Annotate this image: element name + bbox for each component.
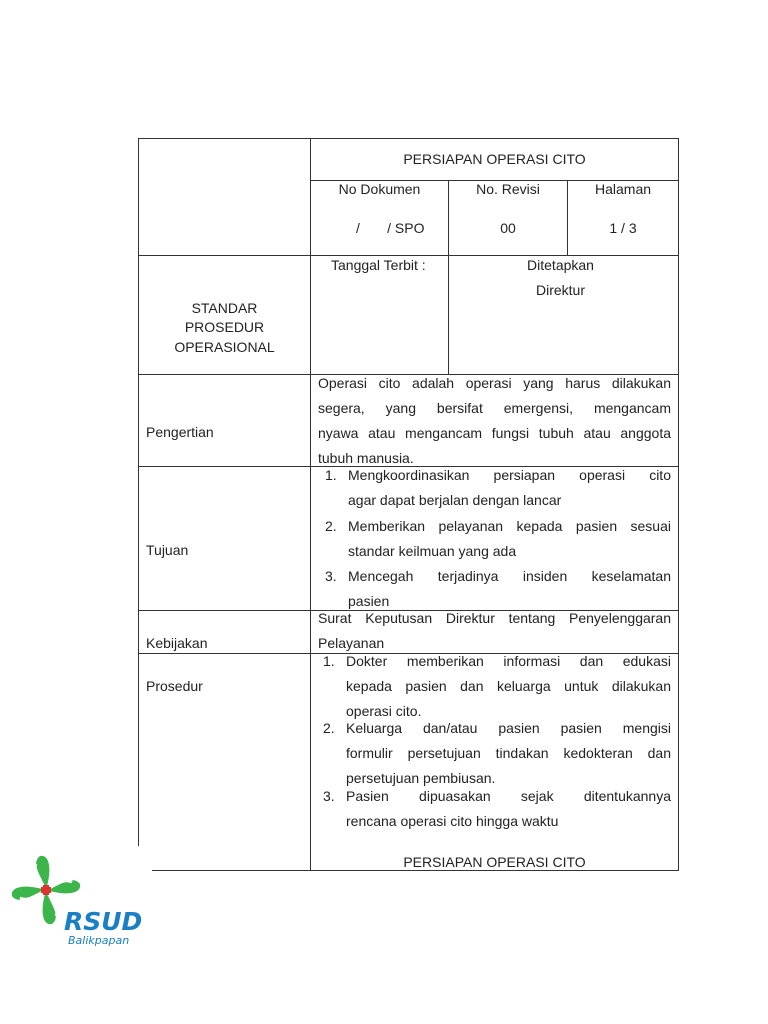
list-item-line: kepada pasien dan keluarga untuk dilakukan [346, 678, 671, 694]
list-number: 1. [323, 653, 335, 669]
pengertian-line: tubuh manusia. [318, 450, 414, 466]
sop-title-line-1: STANDAR [191, 300, 258, 316]
no-revisi-value: 00 [500, 220, 516, 236]
list-item-line: Mencegah terjadinya insiden keselamatan [348, 568, 671, 584]
logo-subtext: Balikpapan [68, 934, 130, 947]
list-item-line: Memberikan pelayanan kepada pasien sesuai [348, 518, 671, 534]
prosedur-label: Prosedur [146, 678, 203, 694]
list-number: 2. [323, 720, 335, 736]
rsud-logo-emblem [6, 852, 146, 948]
sop-title-line-3: OPERASIONAL [174, 339, 275, 355]
list-item-line: Keluarga dan/atau pasien pasien mengisi [346, 720, 671, 736]
list-item-line: rencana operasi cito hingga waktu [346, 813, 559, 829]
ditetapkan-label: Ditetapkan [527, 257, 594, 273]
list-item-line: pasien [348, 593, 390, 609]
list-number: 2. [325, 518, 337, 534]
no-revisi-label: No. Revisi [476, 181, 540, 197]
list-number: 3. [325, 568, 337, 584]
rsud-logo [6, 852, 146, 948]
sop-title-line-2: PROSEDUR [184, 319, 265, 335]
tujuan-label: Tujuan [146, 542, 189, 558]
direktur-label: Direktur [535, 282, 585, 298]
no-dokumen-label: No Dokumen [338, 181, 421, 197]
list-item-line: Dokter memberikan informasi dan edukasi [346, 653, 671, 669]
halaman-value: 1 / 3 [609, 220, 637, 236]
halaman-label: Halaman [594, 181, 652, 197]
kebijakan-line: Surat Keputusan Direktur tentang Penyelenggaran [318, 610, 671, 626]
pengertian-label: Pengertian [146, 424, 214, 440]
kebijakan-label: Kebijakan [146, 635, 208, 651]
list-item-line: formulir persetujuan tindakan kedokteran dan [346, 745, 671, 761]
pengertian-line: nyawa atau mengancam fungsi tubuh atau anggota [318, 425, 671, 441]
list-item-line: persetujuan pembiusan. [346, 770, 496, 786]
no-dokumen-value: / / SPO [356, 220, 425, 236]
footer-title: PERSIAPAN OPERASI CITO [403, 854, 586, 870]
list-number: 1. [325, 467, 337, 483]
logo-text: RSUD [64, 907, 143, 936]
pengertian-line: Operasi cito adalah operasi yang harus dilakukan [318, 375, 671, 391]
list-number: 3. [323, 788, 335, 804]
pengertian-line: segera, yang bersifat emergensi, mengancam [318, 400, 671, 416]
list-item-line: operasi cito. [346, 703, 422, 719]
list-item-line: agar dapat berjalan dengan lancar [348, 492, 562, 508]
list-item-line: standar keilmuan yang ada [348, 543, 517, 559]
list-item-line: Pasien dipuasakan sejak ditentukannya [346, 788, 671, 804]
tanggal-terbit-label: Tanggal Terbit : [331, 257, 426, 273]
list-item-line: Mengkoordinasikan persiapan operasi cito [348, 467, 671, 483]
document-title: PERSIAPAN OPERASI CITO [403, 151, 586, 167]
kebijakan-line: Pelayanan [318, 635, 385, 651]
